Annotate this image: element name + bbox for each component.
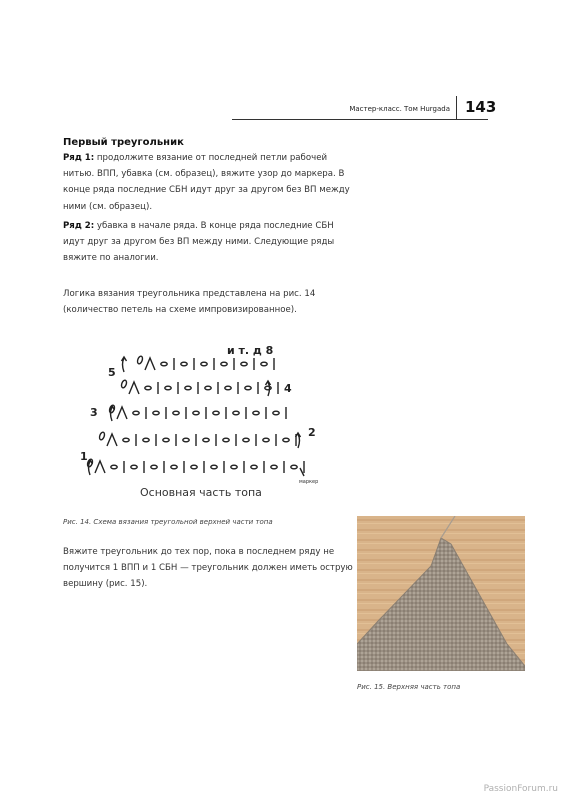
chart-symbols: [87, 355, 304, 476]
turning-chain-symbol: [121, 379, 128, 388]
decrease-symbol: [95, 461, 105, 473]
chain-symbol: [265, 386, 271, 390]
chain-symbol: [165, 386, 171, 390]
decrease-symbol: [117, 407, 127, 419]
chain-symbol: [133, 411, 139, 415]
chart-etc-label: и т. д 8: [227, 344, 274, 357]
watermark: PassionForum.ru: [483, 784, 558, 794]
chain-symbol: [263, 438, 269, 442]
chain-symbol: [173, 411, 179, 415]
chart-row-number-1: 1: [80, 450, 88, 463]
chain-symbol: [283, 438, 289, 442]
paragraph-logic: Логика вязания треугольника представлена на рис. 14 (количество петель на схеме импровизированное).: [63, 289, 316, 316]
chain-symbol: [213, 411, 219, 415]
chain-symbol: [221, 362, 227, 366]
chain-symbol: [153, 411, 159, 415]
header-divider: [456, 96, 457, 120]
chain-symbol: [185, 386, 191, 390]
chart-row-number-2: 2: [308, 426, 316, 439]
header-rule-line: [232, 119, 488, 120]
row-2-text: убавка в начале ряда. В конце ряда последние СБН идут друг за другом без ВП между ними. Следующие ряды вяжите по аналогии.: [63, 221, 335, 264]
chain-symbol: [145, 386, 151, 390]
chain-symbol: [203, 438, 209, 442]
chain-symbol: [151, 465, 157, 469]
section-title: Первый треугольник: [63, 137, 184, 148]
decrease-symbol: [145, 358, 155, 370]
chain-symbol: [211, 465, 217, 469]
paragraph-row-2: [63, 218, 353, 267]
chain-symbol: [231, 465, 237, 469]
photo-illustration: [357, 516, 525, 671]
chain-symbol: [183, 438, 189, 442]
chain-symbol: [233, 411, 239, 415]
decrease-symbol: [129, 382, 139, 394]
chain-symbol: [273, 411, 279, 415]
chain-symbol: [143, 438, 149, 442]
chain-symbol: [161, 362, 167, 366]
running-header-title: Мастер-класс. Том Hurgada: [349, 105, 450, 113]
chain-symbol: [123, 438, 129, 442]
chain-symbol: [245, 386, 251, 390]
chain-symbol: [241, 362, 247, 366]
chart-row-number-5: 5: [108, 366, 116, 379]
paragraph-finish: Вяжите треугольник до тех пор, пока в последнем ряду не получится 1 ВПП и 1 СБН — треугольник должен иметь острую вершину (рис. 15).: [63, 547, 353, 590]
chart-row-number-3: 3: [90, 406, 98, 419]
chart-bottom-label: Основная часть топа: [140, 486, 262, 499]
decrease-symbol: [107, 434, 117, 446]
figure-14-caption: Рис. 14. Схема вязания треугольной верхней части топа: [63, 518, 273, 526]
chain-symbol: [181, 362, 187, 366]
chain-symbol: [191, 465, 197, 469]
chain-symbol: [171, 465, 177, 469]
chart-row-number-4: 4: [284, 382, 292, 395]
row-1-label: Ряд 1:: [63, 153, 95, 163]
chain-symbol: [163, 438, 169, 442]
chain-symbol: [261, 362, 267, 366]
chart-marker-label: маркер: [299, 479, 319, 485]
chain-symbol: [253, 411, 259, 415]
chain-symbol: [223, 438, 229, 442]
chain-symbol: [193, 411, 199, 415]
chain-symbol: [131, 465, 137, 469]
turning-chain-symbol: [137, 355, 144, 364]
chain-symbol: [225, 386, 231, 390]
chain-symbol: [205, 386, 211, 390]
row-1-text: продолжите вязание от последней петли рабочей нитью. ВПП, убавка (см. образец), вяжите узор до маркера. В конце ряда последние СБН идут друг за другом без ВП между ними (см. образец).: [63, 153, 350, 212]
chain-symbol: [201, 362, 207, 366]
crochet-chart-diagram: [72, 336, 342, 506]
chain-symbol: [271, 465, 277, 469]
page-number: 143: [465, 98, 497, 116]
chain-symbol: [291, 465, 297, 469]
row-2-label: Ряд 2:: [63, 221, 95, 231]
turning-chain-symbol: [99, 431, 106, 440]
crochet-triangle-photo: [357, 516, 525, 671]
chain-symbol: [251, 465, 257, 469]
figure-15-caption: Рис. 15. Верхняя часть топа: [357, 683, 461, 691]
chain-symbol: [243, 438, 249, 442]
paragraph-row-1: [63, 150, 353, 215]
chain-symbol: [111, 465, 117, 469]
